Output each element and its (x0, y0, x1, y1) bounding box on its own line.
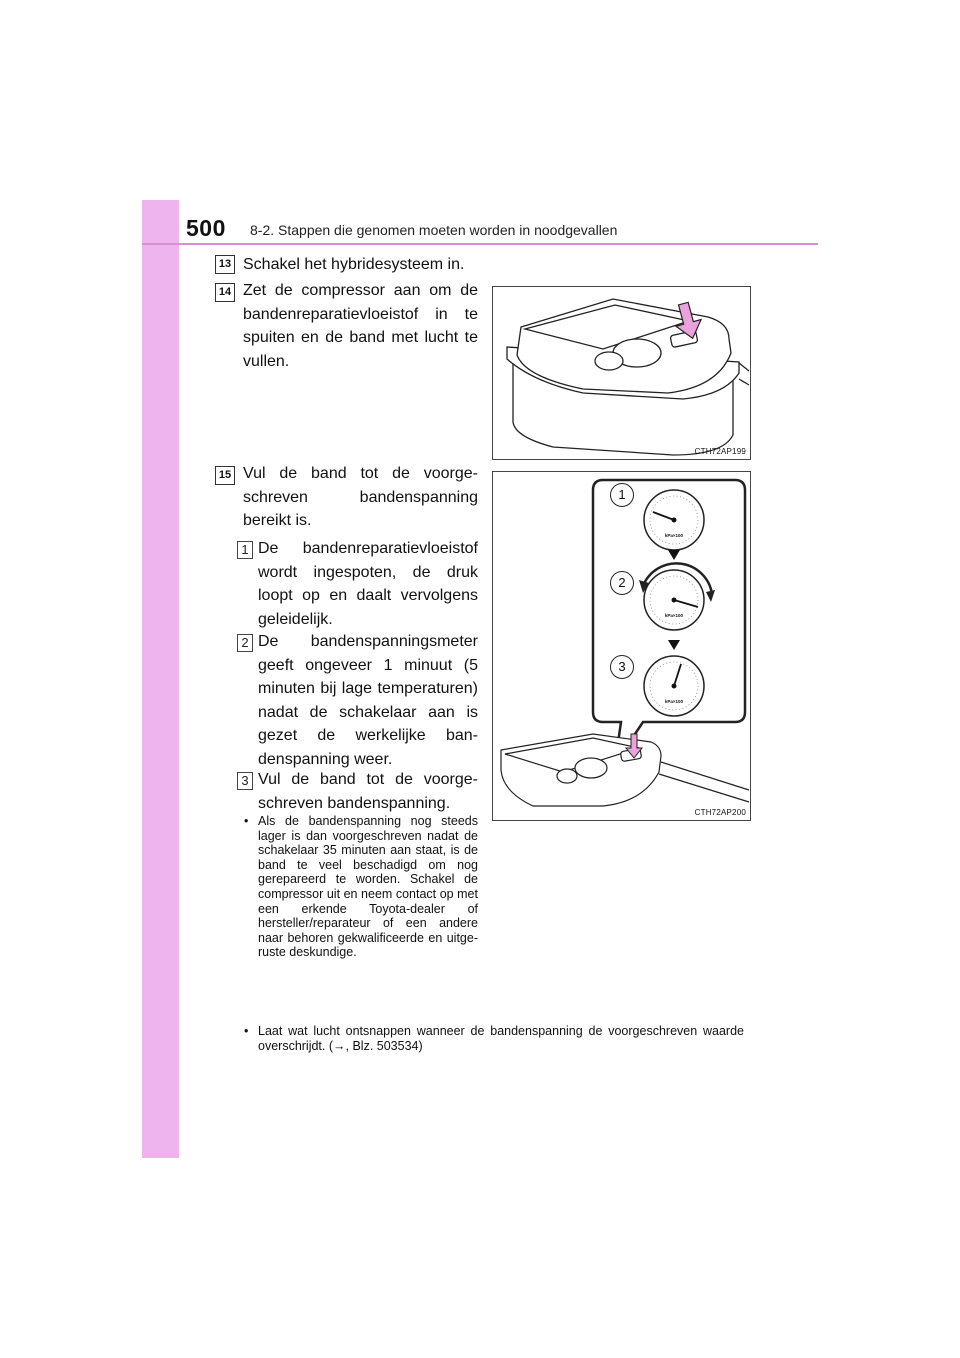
step-number-13: 13 (215, 255, 235, 274)
gauge-unit-1: kPa×100 (664, 533, 684, 538)
substep-text-2: De bandenspanningsmeter geeft ongeveer 1 minuut (5 minuten bij lage temperaturen) nadat de schakelaar aan is gezet de werkelijke bandenspanning weer. (258, 633, 478, 768)
step-number-15: 15 (215, 466, 235, 485)
page-number: 500 (186, 215, 226, 241)
header-rule (142, 243, 818, 245)
gauge-sequence-illustration (493, 472, 750, 820)
gauge-unit-3: kPa×100 (664, 699, 684, 704)
figure-compressor-switch (492, 286, 751, 460)
compressor-illustration (493, 287, 750, 459)
gauge-label-2: 2 (610, 571, 634, 595)
step-text-14: Zet de compressor aan om de bandenreparatievloeistof in te spuiten en de band met lucht te vullen. (243, 282, 478, 370)
substep-text-1: De bandenreparatievloeistof wordt ingespoten, de druk loopt op en daalt vervolgens geleidelijk. (258, 540, 478, 628)
gauge-label-3: 3 (610, 655, 634, 679)
figure-pressure-gauge-sequence (492, 471, 751, 821)
chapter-sidebar-tab (142, 200, 179, 1158)
substep-text-3: Vul de band tot de voorgeschreven bandenspanning. (258, 771, 478, 812)
gauge-label-1: 1 (610, 483, 634, 507)
note-bullet-1: • (244, 814, 249, 828)
substep-marker-2: 2 (237, 634, 253, 652)
substep-marker-3: 3 (237, 772, 253, 790)
pressure-gauge-1 (644, 490, 704, 550)
substep-marker-1: 1 (237, 541, 253, 559)
note-text-2: Laat wat lucht ontsnappen wanneer de bandenspanning de voorgeschreven waarde overschrijdt. (→, Blz. 503534) (258, 1024, 744, 1053)
note-bullet-2: • (244, 1024, 249, 1038)
step-text-13: Schakel het hybridesysteem in. (243, 256, 465, 273)
figure-code-1: CTH72AP199 (694, 447, 746, 456)
gauge-unit-2: kPa×100 (664, 613, 684, 618)
step-number-14: 14 (215, 283, 235, 302)
pressure-gauge-3 (644, 656, 704, 716)
figure-code-2: CTH72AP200 (694, 808, 746, 817)
note-text-1: Als de bandenspanning nog steeds lager is dan voorgeschreven nadat de schakelaar 35 minuten aan staat, is de band te veel beschadigd om nog gerepareerd te worden. Schakel de compressor uit en neem contact op met een erkende Toyota-dealer of hersteller/reparateur of een andere naar behoren gekwalificeerde en uitgeruste deskundige. (258, 814, 478, 960)
step-text-15: Vul de band tot de voorgeschreven bandenspanning bereikt is. (243, 465, 478, 529)
section-title: 8-2. Stappen die genomen moeten worden in noodgevallen (250, 222, 618, 238)
